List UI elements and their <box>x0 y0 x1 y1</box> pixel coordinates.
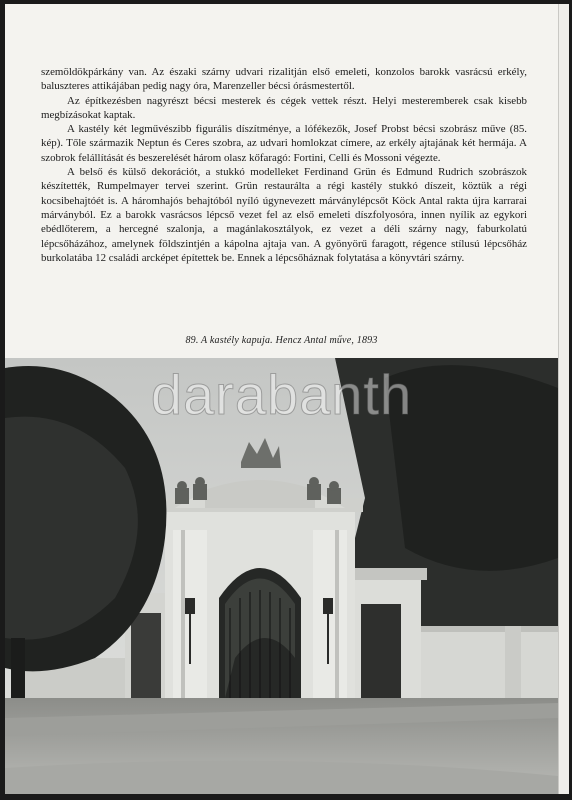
paragraph-4: A belső és külső dekorációt, a stukkó modelleket Ferdinand Grün és Edmund Rudrich szobrászok készítették, Rumpelmayer tervei szerint. Grün restaurálta a régi kastély stukkó díszeit, köztük a régi kocsibehajtóét is. A háromhajós behajtóból nyíló úgynevezett márványlépcsőt Köck Antal rakta újra karrarai márványból. Ez a barokk vasrácsos lépcső vezet fel az első emeleti díszfolyosóra, innen nyílik az egykori ebédlőterem, a hercegné szalonja, a magánlakosztályok, ez vezet a déli szárny nagy, faburkolatú lépcsőházához, amelynek földszintjén a kápolna ajtaja van. A gyönyörű faragott, régence stílusú lépcsőház burkolatába 12 családi arcképet építettek be. Ennek a lépcsőháznak folytatása a könyvtári szárny. <box>41 166 527 264</box>
photo-caption: 89. A kastély kapuja. Hencz Antal műve, 1893 <box>185 335 378 346</box>
paragraph-2: Az építkezésben nagyrészt bécsi mesterek és cégek vettek részt. Helyi mesteremberek csak kisebb megbízásokat kaptak. <box>41 94 527 121</box>
watermark: darabanth <box>150 363 413 426</box>
page-edge <box>558 4 569 794</box>
book-page <box>5 4 558 794</box>
body-text <box>41 65 527 265</box>
paragraph-3: A kastély két legművészibb figurális díszítménye, a lófékezők, Josef Probst bécsi szobrász műve (85. kép). Tőle származik Neptun és Ceres szobra, az udvari homlokzat címere, az erkély ajtajának két hermája. A szobrok felállítását és beszerelését három olasz kőfaragó: Fortini, Celli és Mossoni végezte. <box>41 123 527 164</box>
paragraph-1: szemöldökpárkány van. Az északi szárny udvari rizalitján első emeleti, konzolos barokk vasrácsú erkély, baluszteres attikájában pedig nagy óra, Marenzeller bécsi órásmestertől. <box>41 66 527 93</box>
